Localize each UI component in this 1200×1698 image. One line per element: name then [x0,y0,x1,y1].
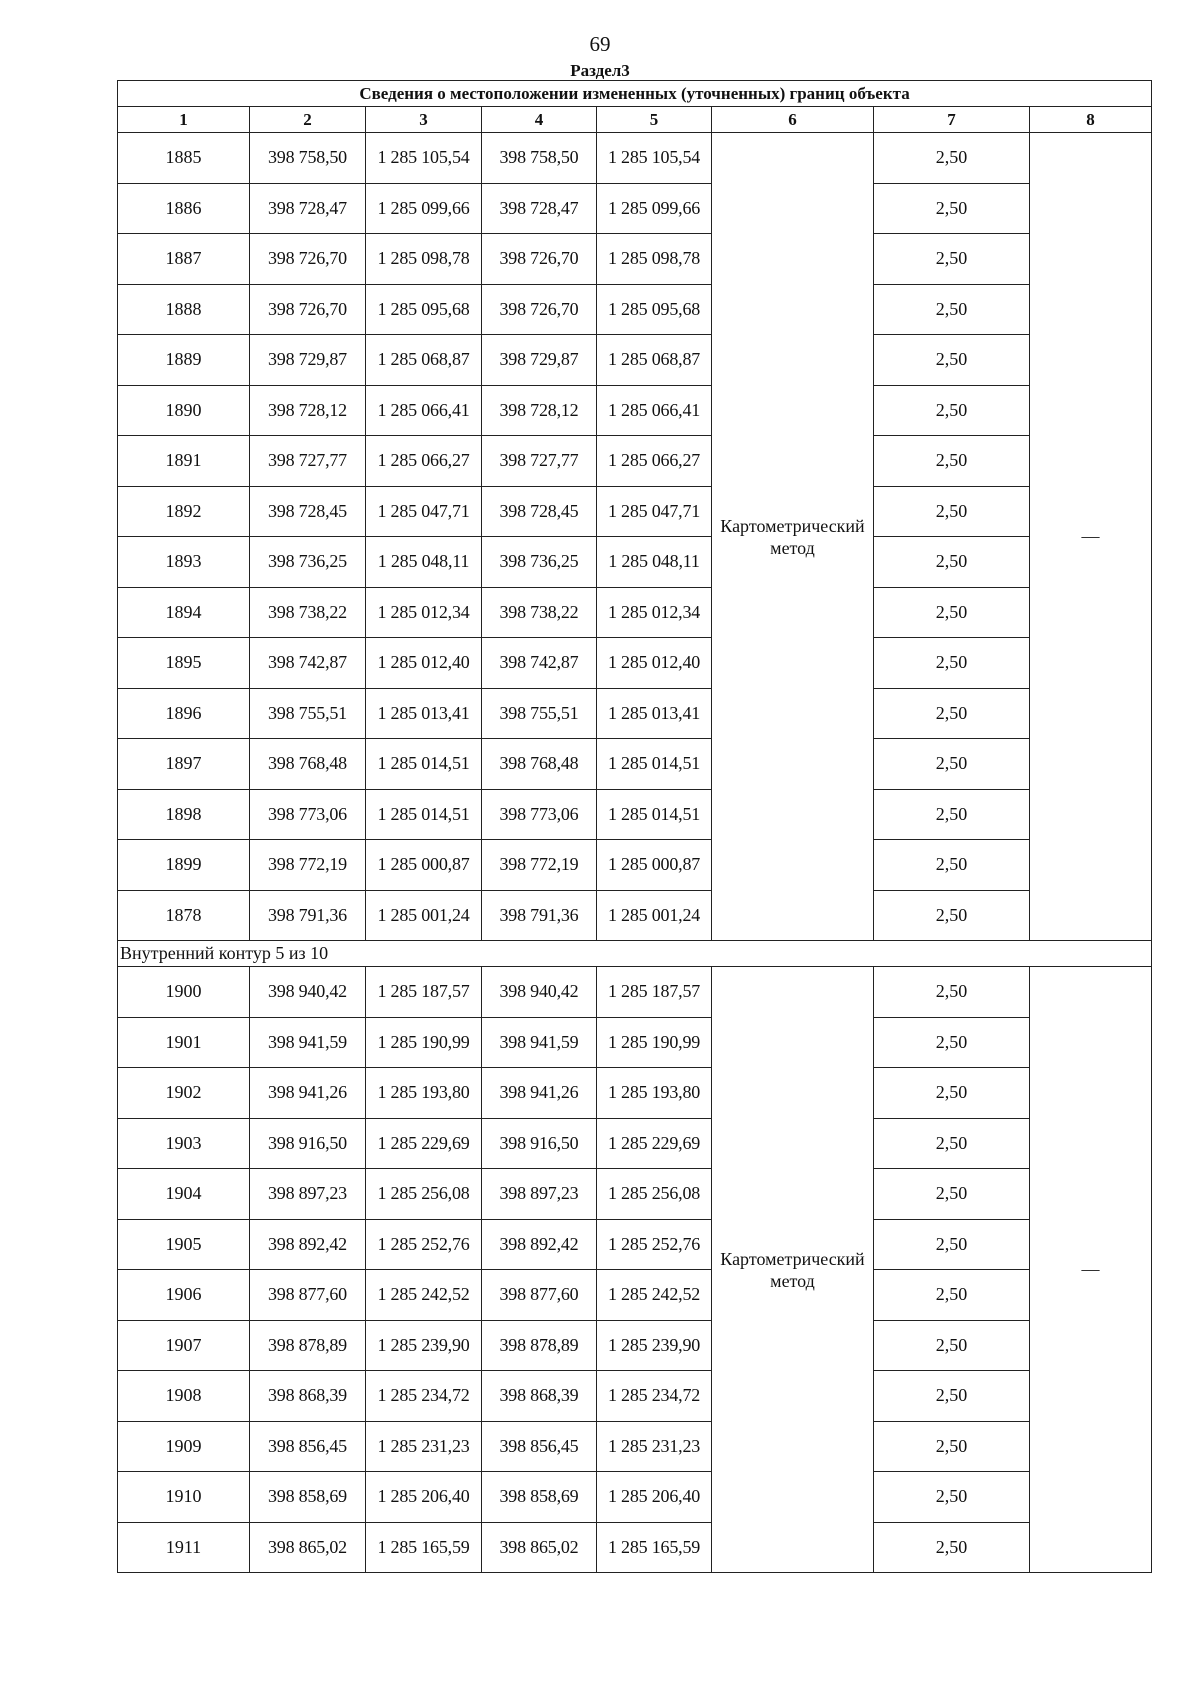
table-row [118,284,1152,335]
x-coordinate-new-cell: 398 726,70 [482,284,597,335]
table-row [118,587,1152,638]
col8-dash-cell: — [1030,967,1152,1573]
contour-label: Внутренний контур 5 из 10 [118,941,1152,967]
point-number-cell: 1878 [118,890,250,941]
table-row [118,1068,1152,1119]
x-coordinate-new-cell: 398 941,26 [482,1068,597,1119]
x-coordinate-cell: 398 897,23 [250,1169,366,1220]
x-coordinate-cell: 398 727,77 [250,436,366,487]
x-coordinate-cell: 398 729,87 [250,335,366,386]
point-number-cell: 1887 [118,234,250,285]
x-coordinate-new-cell: 398 897,23 [482,1169,597,1220]
column-header: 6 [712,107,874,133]
x-coordinate-new-cell: 398 728,12 [482,385,597,436]
y-coordinate-new-cell: 1 285 242,52 [597,1270,712,1321]
accuracy-cell: 2,50 [874,1421,1030,1472]
y-coordinate-cell: 1 285 187,57 [366,967,482,1018]
y-coordinate-cell: 1 285 165,59 [366,1522,482,1573]
header-row [118,107,1152,133]
point-number-cell: 1888 [118,284,250,335]
y-coordinate-new-cell: 1 285 000,87 [597,840,712,891]
y-coordinate-cell: 1 285 190,99 [366,1017,482,1068]
point-number-cell: 1899 [118,840,250,891]
accuracy-cell: 2,50 [874,1270,1030,1321]
x-coordinate-cell: 398 758,50 [250,133,366,184]
method-cell: Картометрический метод [712,967,874,1573]
point-number-cell: 1896 [118,688,250,739]
column-header: 8 [1030,107,1152,133]
x-coordinate-new-cell: 398 878,89 [482,1320,597,1371]
x-coordinate-cell: 398 755,51 [250,688,366,739]
point-number-cell: 1909 [118,1421,250,1472]
x-coordinate-cell: 398 858,69 [250,1472,366,1523]
x-coordinate-new-cell: 398 768,48 [482,739,597,790]
y-coordinate-cell: 1 285 234,72 [366,1371,482,1422]
point-number-cell: 1890 [118,385,250,436]
y-coordinate-new-cell: 1 285 193,80 [597,1068,712,1119]
table-row [118,335,1152,386]
accuracy-cell: 2,50 [874,967,1030,1018]
accuracy-cell: 2,50 [874,436,1030,487]
accuracy-cell: 2,50 [874,1118,1030,1169]
accuracy-cell: 2,50 [874,688,1030,739]
table-row [118,739,1152,790]
point-number-cell: 1898 [118,789,250,840]
x-coordinate-new-cell: 398 738,22 [482,587,597,638]
column-header: 1 [118,107,250,133]
y-coordinate-cell: 1 285 000,87 [366,840,482,891]
point-number-cell: 1886 [118,183,250,234]
y-coordinate-cell: 1 285 013,41 [366,688,482,739]
point-number-cell: 1894 [118,587,250,638]
x-coordinate-new-cell: 398 941,59 [482,1017,597,1068]
x-coordinate-cell: 398 768,48 [250,739,366,790]
accuracy-cell: 2,50 [874,638,1030,689]
x-coordinate-new-cell: 398 791,36 [482,890,597,941]
y-coordinate-cell: 1 285 066,27 [366,436,482,487]
x-coordinate-new-cell: 398 892,42 [482,1219,597,1270]
table-row [118,1472,1152,1523]
section-title: Раздел3 [570,61,630,80]
x-coordinate-cell: 398 916,50 [250,1118,366,1169]
x-coordinate-new-cell: 398 865,02 [482,1522,597,1573]
y-coordinate-cell: 1 285 014,51 [366,739,482,790]
y-coordinate-new-cell: 1 285 048,11 [597,537,712,588]
x-coordinate-new-cell: 398 736,25 [482,537,597,588]
x-coordinate-cell: 398 772,19 [250,840,366,891]
column-header: 4 [482,107,597,133]
point-number-cell: 1895 [118,638,250,689]
table-row [118,183,1152,234]
boundary-table [117,80,1152,1573]
y-coordinate-new-cell: 1 285 013,41 [597,688,712,739]
table-row [118,537,1152,588]
point-number-cell: 1902 [118,1068,250,1119]
page-number: 69 [589,32,611,56]
accuracy-cell: 2,50 [874,284,1030,335]
x-coordinate-new-cell: 398 758,50 [482,133,597,184]
y-coordinate-new-cell: 1 285 206,40 [597,1472,712,1523]
table-row [118,1320,1152,1371]
x-coordinate-new-cell: 398 858,69 [482,1472,597,1523]
accuracy-cell: 2,50 [874,1169,1030,1220]
accuracy-cell: 2,50 [874,1017,1030,1068]
accuracy-cell: 2,50 [874,133,1030,184]
y-coordinate-new-cell: 1 285 012,34 [597,587,712,638]
x-coordinate-cell: 398 728,45 [250,486,366,537]
x-coordinate-new-cell: 398 728,45 [482,486,597,537]
y-coordinate-new-cell: 1 285 099,66 [597,183,712,234]
y-coordinate-new-cell: 1 285 066,27 [597,436,712,487]
col8-dash-cell: — [1030,133,1152,941]
table-row [118,1421,1152,1472]
y-coordinate-new-cell: 1 285 252,76 [597,1219,712,1270]
y-coordinate-cell: 1 285 206,40 [366,1472,482,1523]
y-coordinate-cell: 1 285 252,76 [366,1219,482,1270]
x-coordinate-cell: 398 878,89 [250,1320,366,1371]
accuracy-cell: 2,50 [874,385,1030,436]
y-coordinate-cell: 1 285 242,52 [366,1270,482,1321]
table-row [118,1522,1152,1573]
point-number-cell: 1907 [118,1320,250,1371]
table-row [118,638,1152,689]
accuracy-cell: 2,50 [874,1219,1030,1270]
column-header: 3 [366,107,482,133]
point-number-cell: 1885 [118,133,250,184]
y-coordinate-new-cell: 1 285 234,72 [597,1371,712,1422]
x-coordinate-new-cell: 398 727,77 [482,436,597,487]
column-header: 2 [250,107,366,133]
accuracy-cell: 2,50 [874,1320,1030,1371]
y-coordinate-cell: 1 285 095,68 [366,284,482,335]
x-coordinate-new-cell: 398 729,87 [482,335,597,386]
y-coordinate-new-cell: 1 285 190,99 [597,1017,712,1068]
point-number-cell: 1905 [118,1219,250,1270]
y-coordinate-new-cell: 1 285 066,41 [597,385,712,436]
table-row [118,1219,1152,1270]
y-coordinate-cell: 1 285 012,34 [366,587,482,638]
x-coordinate-new-cell: 398 772,19 [482,840,597,891]
table-row [118,688,1152,739]
x-coordinate-cell: 398 742,87 [250,638,366,689]
x-coordinate-cell: 398 868,39 [250,1371,366,1422]
table-row [118,385,1152,436]
y-coordinate-cell: 1 285 047,71 [366,486,482,537]
method-cell: Картометрический метод [712,133,874,941]
y-coordinate-new-cell: 1 285 014,51 [597,739,712,790]
x-coordinate-cell: 398 892,42 [250,1219,366,1270]
table-row [118,1371,1152,1422]
x-coordinate-cell: 398 791,36 [250,890,366,941]
x-coordinate-new-cell: 398 742,87 [482,638,597,689]
x-coordinate-cell: 398 736,25 [250,537,366,588]
accuracy-cell: 2,50 [874,789,1030,840]
point-number-cell: 1906 [118,1270,250,1321]
x-coordinate-new-cell: 398 728,47 [482,183,597,234]
y-coordinate-new-cell: 1 285 239,90 [597,1320,712,1371]
y-coordinate-new-cell: 1 285 095,68 [597,284,712,335]
y-coordinate-cell: 1 285 048,11 [366,537,482,588]
y-coordinate-new-cell: 1 285 256,08 [597,1169,712,1220]
accuracy-cell: 2,50 [874,335,1030,386]
y-coordinate-new-cell: 1 285 001,24 [597,890,712,941]
x-coordinate-cell: 398 728,47 [250,183,366,234]
x-coordinate-cell: 398 726,70 [250,234,366,285]
y-coordinate-new-cell: 1 285 012,40 [597,638,712,689]
x-coordinate-cell: 398 865,02 [250,1522,366,1573]
y-coordinate-new-cell: 1 285 105,54 [597,133,712,184]
x-coordinate-new-cell: 398 755,51 [482,688,597,739]
x-coordinate-new-cell: 398 856,45 [482,1421,597,1472]
y-coordinate-cell: 1 285 256,08 [366,1169,482,1220]
accuracy-cell: 2,50 [874,840,1030,891]
y-coordinate-cell: 1 285 231,23 [366,1421,482,1472]
table-row [118,840,1152,891]
x-coordinate-cell: 398 941,59 [250,1017,366,1068]
x-coordinate-cell: 398 728,12 [250,385,366,436]
table-row [118,234,1152,285]
y-coordinate-cell: 1 285 099,66 [366,183,482,234]
y-coordinate-new-cell: 1 285 014,51 [597,789,712,840]
y-coordinate-new-cell: 1 285 047,71 [597,486,712,537]
table-row [118,133,1152,184]
y-coordinate-cell: 1 285 229,69 [366,1118,482,1169]
y-coordinate-cell: 1 285 068,87 [366,335,482,386]
y-coordinate-cell: 1 285 001,24 [366,890,482,941]
table-row [118,1118,1152,1169]
y-coordinate-cell: 1 285 105,54 [366,133,482,184]
accuracy-cell: 2,50 [874,587,1030,638]
x-coordinate-new-cell: 398 868,39 [482,1371,597,1422]
x-coordinate-new-cell: 398 773,06 [482,789,597,840]
accuracy-cell: 2,50 [874,183,1030,234]
point-number-cell: 1910 [118,1472,250,1523]
x-coordinate-cell: 398 877,60 [250,1270,366,1321]
y-coordinate-cell: 1 285 098,78 [366,234,482,285]
table-row [118,486,1152,537]
table-row [118,436,1152,487]
x-coordinate-cell: 398 726,70 [250,284,366,335]
column-header: 5 [597,107,712,133]
y-coordinate-cell: 1 285 012,40 [366,638,482,689]
table-row [118,1270,1152,1321]
accuracy-cell: 2,50 [874,1522,1030,1573]
table-title: Сведения о местоположении измененных (уточненных) границ объекта [118,81,1152,107]
x-coordinate-cell: 398 773,06 [250,789,366,840]
contour-label-row [118,941,1152,967]
column-header: 7 [874,107,1030,133]
accuracy-cell: 2,50 [874,1068,1030,1119]
y-coordinate-new-cell: 1 285 229,69 [597,1118,712,1169]
x-coordinate-cell: 398 856,45 [250,1421,366,1472]
accuracy-cell: 2,50 [874,1472,1030,1523]
point-number-cell: 1893 [118,537,250,588]
point-number-cell: 1901 [118,1017,250,1068]
x-coordinate-cell: 398 940,42 [250,967,366,1018]
x-coordinate-cell: 398 738,22 [250,587,366,638]
point-number-cell: 1889 [118,335,250,386]
point-number-cell: 1897 [118,739,250,790]
table-row [118,967,1152,1018]
table-row [118,1169,1152,1220]
x-coordinate-new-cell: 398 916,50 [482,1118,597,1169]
table-row [118,890,1152,941]
y-coordinate-new-cell: 1 285 165,59 [597,1522,712,1573]
y-coordinate-cell: 1 285 066,41 [366,385,482,436]
point-number-cell: 1900 [118,967,250,1018]
y-coordinate-new-cell: 1 285 068,87 [597,335,712,386]
y-coordinate-new-cell: 1 285 187,57 [597,967,712,1018]
point-number-cell: 1903 [118,1118,250,1169]
x-coordinate-new-cell: 398 726,70 [482,234,597,285]
accuracy-cell: 2,50 [874,537,1030,588]
y-coordinate-cell: 1 285 014,51 [366,789,482,840]
point-number-cell: 1892 [118,486,250,537]
point-number-cell: 1891 [118,436,250,487]
accuracy-cell: 2,50 [874,890,1030,941]
accuracy-cell: 2,50 [874,234,1030,285]
x-coordinate-new-cell: 398 940,42 [482,967,597,1018]
x-coordinate-cell: 398 941,26 [250,1068,366,1119]
point-number-cell: 1904 [118,1169,250,1220]
table-row [118,789,1152,840]
x-coordinate-new-cell: 398 877,60 [482,1270,597,1321]
y-coordinate-cell: 1 285 193,80 [366,1068,482,1119]
point-number-cell: 1908 [118,1371,250,1422]
y-coordinate-new-cell: 1 285 098,78 [597,234,712,285]
y-coordinate-new-cell: 1 285 231,23 [597,1421,712,1472]
y-coordinate-cell: 1 285 239,90 [366,1320,482,1371]
point-number-cell: 1911 [118,1522,250,1573]
accuracy-cell: 2,50 [874,1371,1030,1422]
accuracy-cell: 2,50 [874,739,1030,790]
table-row [118,1017,1152,1068]
accuracy-cell: 2,50 [874,486,1030,537]
